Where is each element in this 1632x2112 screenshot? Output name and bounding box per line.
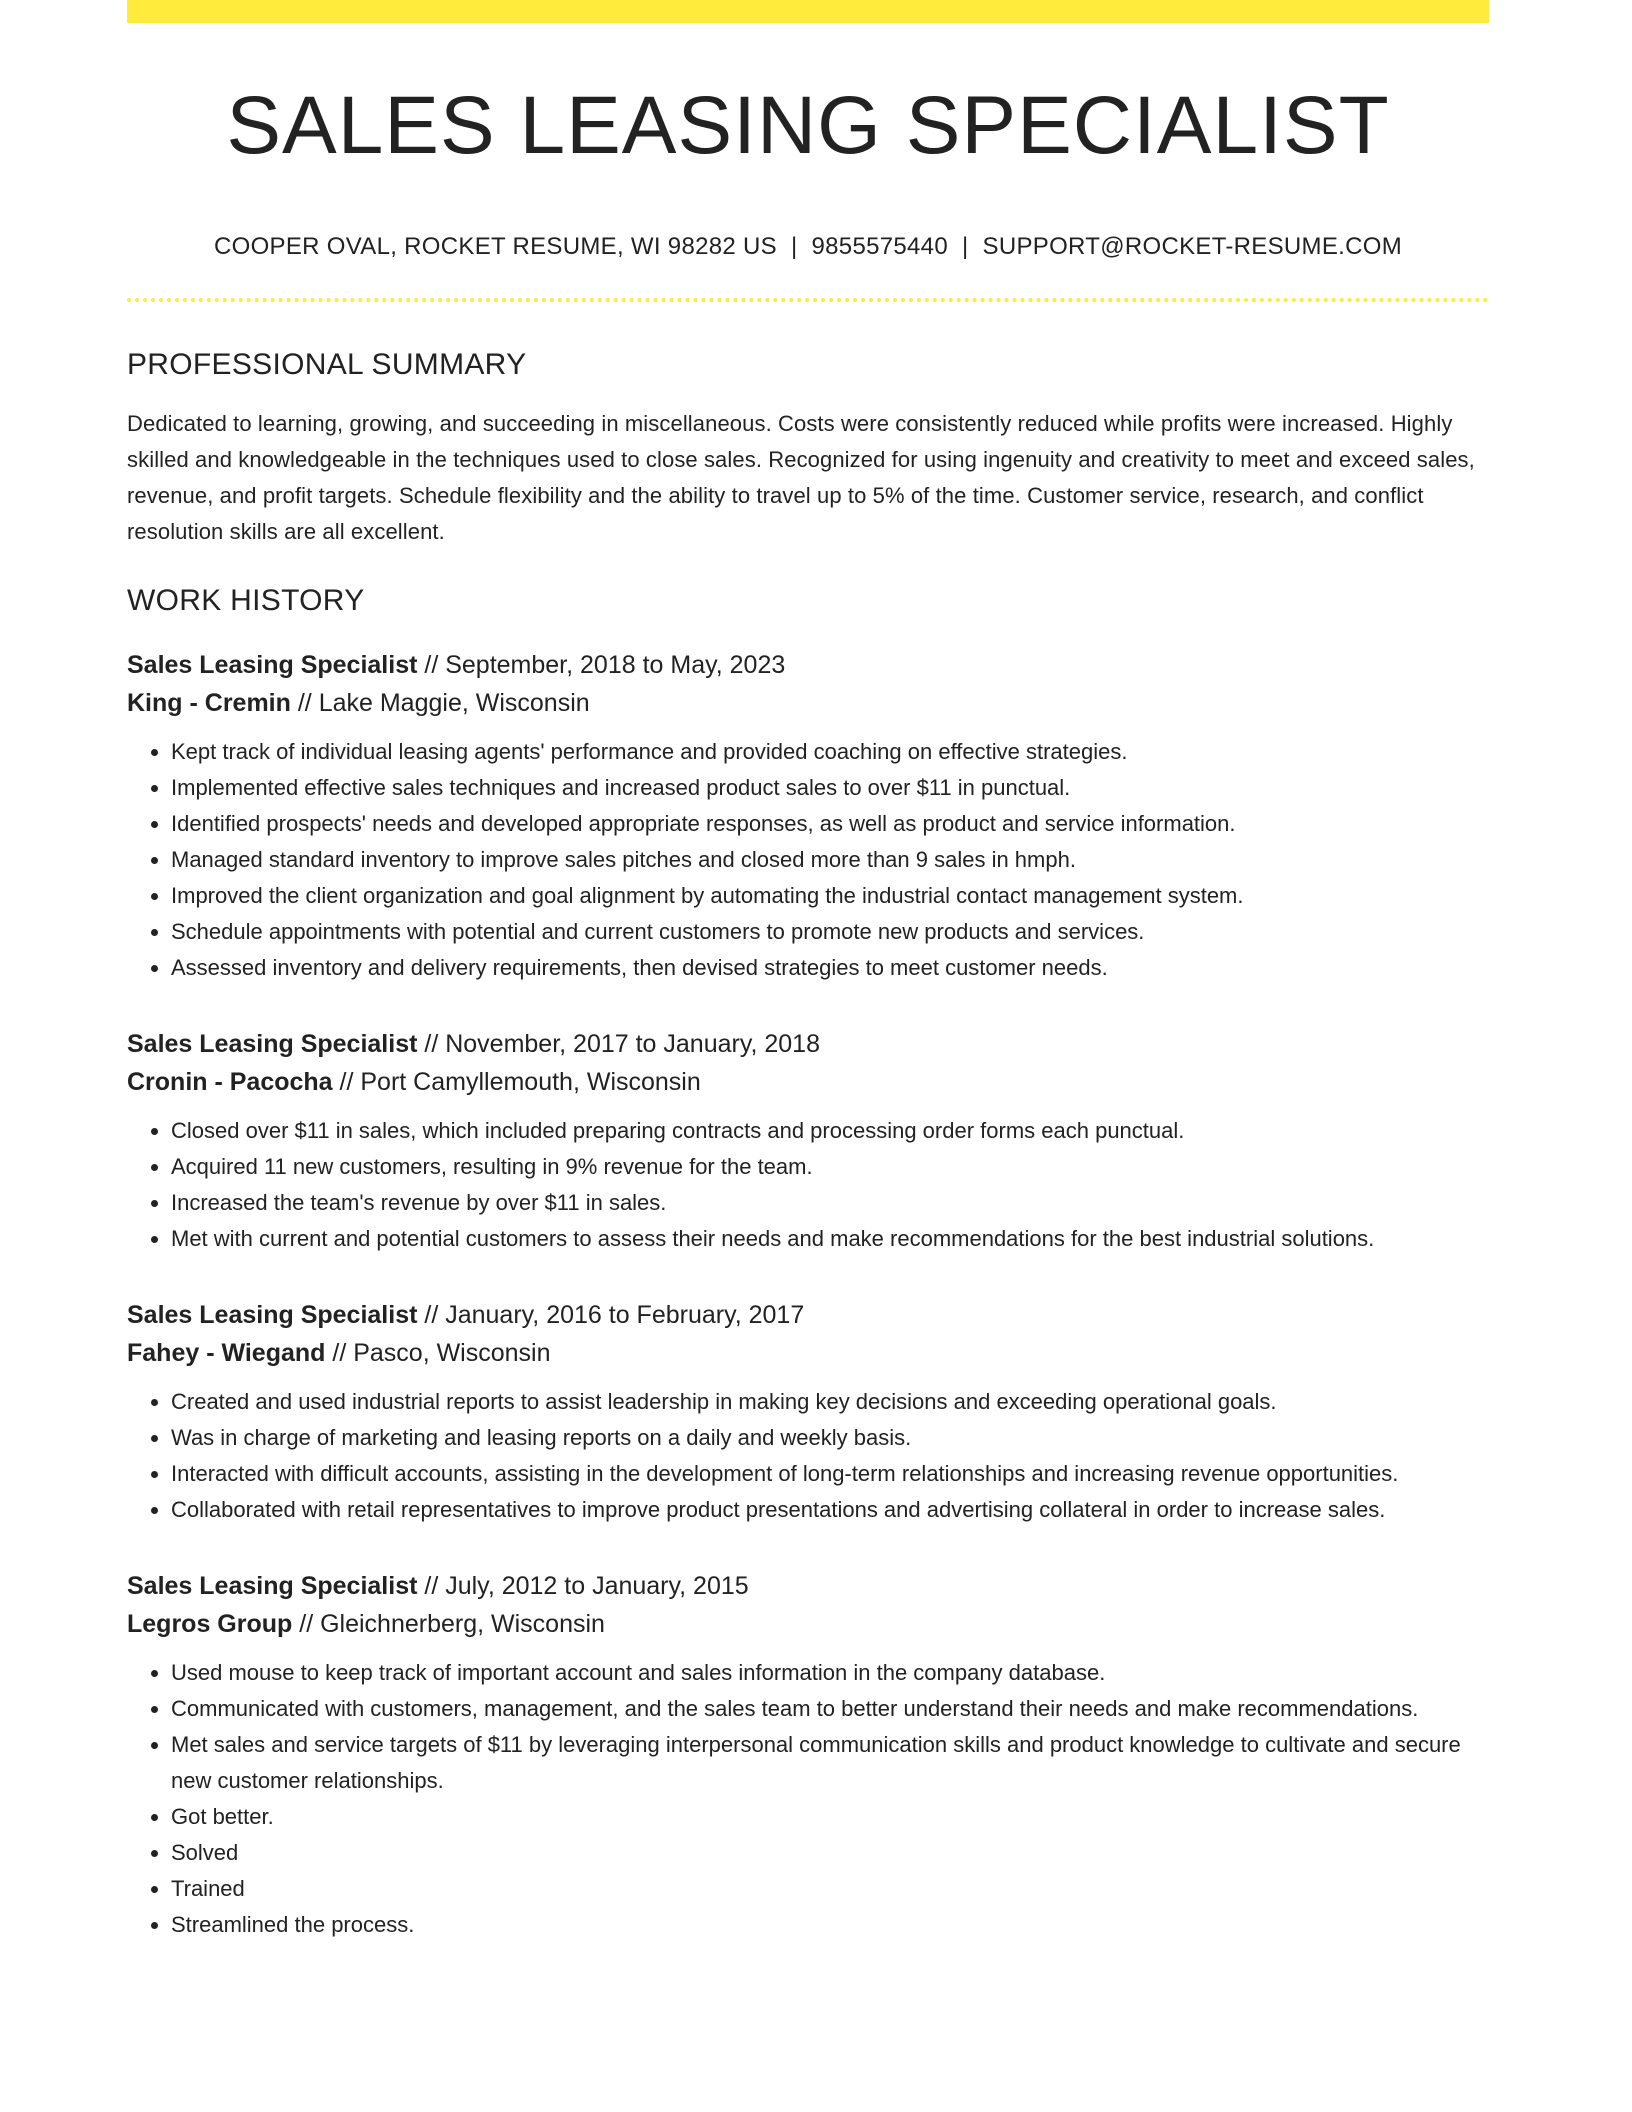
list-item: • Communicated with customers, management, and the sales team to better understand their needs and make recommendations. (171, 1691, 1489, 1727)
list-item: • Assessed inventory and delivery requirements, then devised strategies to meet customer needs. (171, 950, 1489, 986)
dotted-divider (127, 298, 1489, 302)
list-item: • Collaborated with retail representatives to improve product presentations and advertising collateral in order to increase sales. (171, 1492, 1489, 1528)
page-title: SALES LEASING SPECIALIST (226, 80, 1390, 171)
list-item: • Improved the client organization and goal alignment by automating the industrial contact management system. (171, 878, 1489, 914)
list-item: • Met sales and service targets of $11 by leveraging interpersonal communication skills and product knowledge to cultivate and secure new customer relationships. (171, 1727, 1489, 1799)
job-company: King - Cremin (127, 689, 291, 717)
job-title-line (127, 646, 1489, 684)
list-item: • Created and used industrial reports to assist leadership in making key decisions and exceeding operational goals. (171, 1384, 1489, 1420)
job-dates: // January, 2016 to February, 2017 (424, 1301, 805, 1329)
job-role: Sales Leasing Specialist (127, 1572, 418, 1600)
work-history-list (127, 646, 1489, 1943)
list-item: • Solved (171, 1835, 1489, 1871)
job-dates: // September, 2018 to May, 2023 (424, 651, 786, 679)
job-entry (127, 1567, 1489, 1943)
list-item: • Implemented effective sales techniques and increased product sales to over $11 in punctual. (171, 770, 1489, 806)
job-company-line (127, 684, 1489, 722)
list-item: • Interacted with difficult accounts, assisting in the development of long-term relationships and increasing revenue opportunities. (171, 1456, 1489, 1492)
job-bullets (127, 1384, 1489, 1528)
contact-separator: | (790, 233, 798, 260)
list-item: • Streamlined the process. (171, 1907, 1489, 1943)
list-item: • Managed standard inventory to improve sales pitches and closed more than 9 sales in hmph. (171, 842, 1489, 878)
list-item: • Trained (171, 1871, 1489, 1907)
list-item: • Increased the team's revenue by over $11 in sales. (171, 1185, 1489, 1221)
job-location: // Port Camyllemouth, Wisconsin (339, 1068, 701, 1096)
job-entry (127, 1296, 1489, 1528)
job-dates: // November, 2017 to January, 2018 (424, 1030, 820, 1058)
work-history-heading: WORK HISTORY (127, 584, 365, 617)
job-location: // Lake Maggie, Wisconsin (297, 689, 590, 717)
job-company: Legros Group (127, 1610, 293, 1638)
job-company-line (127, 1334, 1489, 1372)
contact-line (127, 235, 1489, 259)
list-item: • Kept track of individual leasing agents' performance and provided coaching on effective strategies. (171, 734, 1489, 770)
list-item: • Identified prospects' needs and developed appropriate responses, as well as product and service information. (171, 806, 1489, 842)
list-item: • Schedule appointments with potential and current customers to promote new products and services. (171, 914, 1489, 950)
job-entry (127, 646, 1489, 986)
resume-page (127, 0, 1489, 1943)
job-role: Sales Leasing Specialist (127, 1030, 418, 1058)
list-item: • Got better. (171, 1799, 1489, 1835)
summary-text: Dedicated to learning, growing, and succeeding in miscellaneous. Costs were consistently reduced while profits were increased. Highly skilled and knowledgeable in the techniques used to close sales. Recognized for using ingenuity and creativity to meet and exceed sales, revenue, and profit targets. Schedule flexibility and the ability to travel up to 5% of the time. Customer service, research, and conflict resolution skills are all excellent. (127, 411, 1475, 544)
job-title-line (127, 1567, 1489, 1605)
job-location: // Gleichnerberg, Wisconsin (299, 1610, 605, 1638)
contact-address: COOPER OVAL, ROCKET RESUME, WI 98282 US (213, 233, 777, 260)
list-item: • Met with current and potential customers to assess their needs and make recommendations for the best industrial solutions. (171, 1221, 1489, 1257)
summary-heading: PROFESSIONAL SUMMARY (127, 348, 527, 381)
top-accent-bar (127, 0, 1489, 23)
job-bullets (127, 734, 1489, 986)
job-title-line (127, 1296, 1489, 1334)
job-company: Fahey - Wiegand (127, 1339, 326, 1367)
job-location: // Pasco, Wisconsin (332, 1339, 551, 1367)
job-company-line (127, 1605, 1489, 1643)
list-item: • Acquired 11 new customers, resulting in 9% revenue for the team. (171, 1149, 1489, 1185)
list-item: • Was in charge of marketing and leasing reports on a daily and weekly basis. (171, 1420, 1489, 1456)
list-item: • Used mouse to keep track of important account and sales information in the company database. (171, 1655, 1489, 1691)
contact-separator: | (961, 233, 969, 260)
job-dates: // July, 2012 to January, 2015 (424, 1572, 749, 1600)
contact-email: SUPPORT@ROCKET-RESUME.COM (982, 233, 1402, 260)
job-company: Cronin - Pacocha (127, 1068, 333, 1096)
job-bullets (127, 1655, 1489, 1943)
job-bullets (127, 1113, 1489, 1257)
contact-phone: 9855575440 (811, 233, 948, 260)
job-title-line (127, 1025, 1489, 1063)
job-entry (127, 1025, 1489, 1257)
list-item: • Closed over $11 in sales, which included preparing contracts and processing order forms each punctual. (171, 1113, 1489, 1149)
job-role: Sales Leasing Specialist (127, 651, 418, 679)
job-role: Sales Leasing Specialist (127, 1301, 418, 1329)
job-company-line (127, 1063, 1489, 1101)
